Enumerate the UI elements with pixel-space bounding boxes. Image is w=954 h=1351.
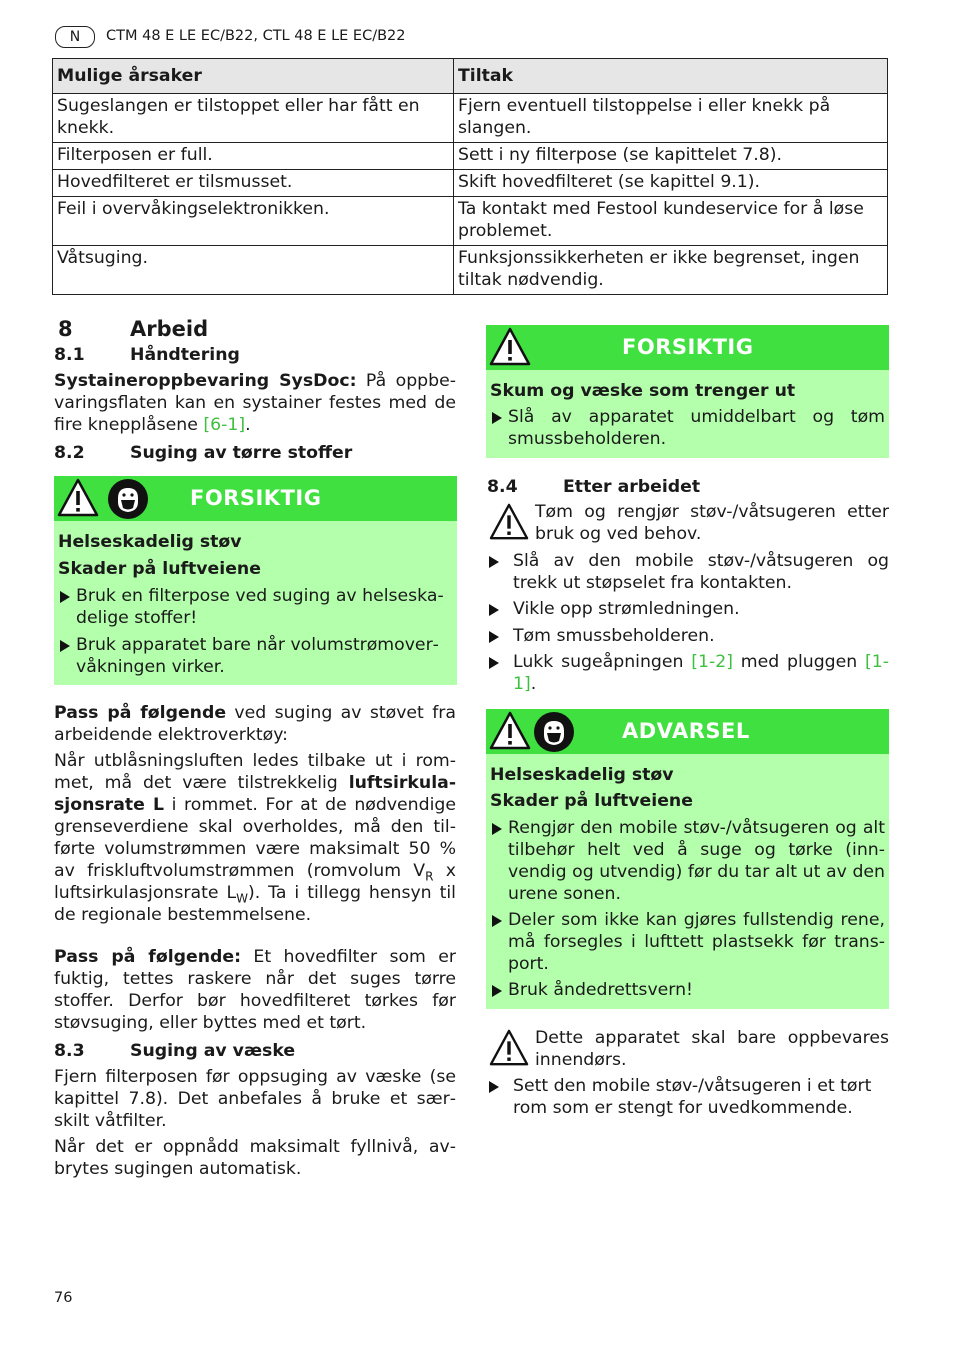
subsection-title: Suging av væske bbox=[130, 1041, 296, 1061]
list-item-text: Lukk sugeåpningen bbox=[513, 652, 692, 672]
air-paragraph bbox=[54, 750, 456, 926]
bullet-arrow-icon bbox=[489, 657, 499, 669]
pass-lead: Pass på følgende: bbox=[54, 947, 242, 967]
air-text: ). Ta i tillegg hensyn til de regionale bestemmelsene. bbox=[54, 883, 456, 925]
table-cell: Våtsuging. bbox=[53, 246, 454, 295]
subsection-title: Etter arbeidet bbox=[563, 477, 701, 497]
note-text: Dette apparatet skal bare oppbevares innendørs. bbox=[535, 1028, 889, 1070]
bullet-arrow-icon bbox=[489, 604, 499, 616]
list-item bbox=[487, 651, 889, 695]
section-title: Arbeid bbox=[130, 317, 209, 341]
bullet-arrow-icon bbox=[489, 556, 499, 568]
list-item bbox=[487, 550, 889, 594]
subsection-number: 8.3 bbox=[54, 1041, 85, 1061]
subsection-number: 8.4 bbox=[487, 477, 518, 497]
pass-paragraph bbox=[54, 702, 456, 746]
hazard-heading: Helseskadelig støv bbox=[490, 765, 674, 785]
table-cell: Feil i overvåkingselektronikken. bbox=[53, 197, 454, 246]
page-number: 76 bbox=[54, 1290, 73, 1306]
list-item bbox=[487, 598, 889, 620]
subsection-title: Håndtering bbox=[130, 345, 240, 365]
list-item-text: Sett den mobile støv-/våtsugeren i et tørt rom som er stengt for uvedkommende. bbox=[513, 1076, 872, 1118]
caution-bar bbox=[54, 476, 457, 521]
sysdoc-end: . bbox=[245, 415, 251, 435]
model-title: CTM 48 E LE EC/B22, CTL 48 E LE EC/B22 bbox=[106, 28, 406, 44]
warning-triangle-icon bbox=[489, 327, 531, 367]
bullet-arrow-icon bbox=[492, 985, 502, 997]
list-item bbox=[487, 625, 889, 647]
list-item-text: Bruk apparatet bare når volumstrømovervåkningen virker. bbox=[76, 635, 439, 677]
table-row bbox=[53, 143, 888, 170]
table-row bbox=[53, 170, 888, 197]
pass-paragraph-2 bbox=[54, 946, 456, 1034]
warning-triangle-icon bbox=[489, 503, 529, 541]
bullet-arrow-icon bbox=[492, 823, 502, 835]
storage-block bbox=[487, 1027, 889, 1119]
cleaning-note bbox=[487, 501, 889, 545]
table-row bbox=[53, 94, 888, 143]
subsection-number: 8.1 bbox=[54, 345, 85, 365]
hazard-subheading: Skader på luftveiene bbox=[58, 559, 261, 579]
liquid-paragraph-2: Når det er oppnådd maksimalt fyllnivå, avbrytes sugingen automatisk. bbox=[54, 1137, 456, 1179]
air-subscript: R bbox=[425, 869, 434, 884]
table-row bbox=[53, 246, 888, 295]
troubleshooting-table bbox=[52, 58, 888, 295]
air-subscript: W bbox=[236, 891, 248, 906]
caution-box-foam bbox=[486, 325, 889, 458]
figure-ref: [6-1] bbox=[203, 415, 246, 435]
figure-ref: [1-2] bbox=[691, 652, 733, 672]
air-text: Når utblåsningsluften ledes tilbake ut i rommet, må det være tilstrekkelig bbox=[54, 751, 456, 793]
caution-bar bbox=[486, 325, 889, 370]
hazard-heading: Helseskadelig støv bbox=[58, 532, 242, 552]
list-item-text: Tøm smussbeholderen. bbox=[513, 626, 715, 646]
table-header-row bbox=[53, 59, 888, 94]
language-badge: N bbox=[55, 26, 95, 48]
caution-label: FORSIKTIG bbox=[190, 486, 322, 510]
warning-label: ADVARSEL bbox=[622, 719, 750, 743]
table-cell: Sett i ny filterpose (se kapittelet 7.8). bbox=[454, 143, 888, 170]
list-item-text: Bruk en filterpose ved suging av helseskadelige stoffer! bbox=[76, 586, 444, 628]
air-text: i rommet. For at de nødvendige grenseverdiene skal overholdes, må den tilførte volumstrømmen være maksimalt 50 % av friskluftvolumstrømmen (romvolum V bbox=[54, 795, 456, 881]
table-header-cause: Mulige årsaker bbox=[53, 59, 454, 94]
bullet-arrow-icon bbox=[489, 1081, 499, 1093]
warning-box-dust bbox=[486, 709, 889, 1009]
table-row bbox=[53, 197, 888, 246]
bullet-arrow-icon bbox=[492, 915, 502, 927]
list-item-text: Rengjør den mobile støv-/våtsugeren og alt tilbehør helt ved å suge og tørke (innvendig og utvendig) før du tar alt ut av den urene sonen. bbox=[508, 818, 885, 904]
bullet-arrow-icon bbox=[492, 412, 502, 424]
bullet-arrow-icon bbox=[60, 591, 70, 603]
list-item-text: Vikle opp strømledningen. bbox=[513, 599, 740, 619]
figure-ref: [1-1] bbox=[513, 652, 889, 694]
table-cell: Funksjonssikkerheten er ikke begrenset, ingen tiltak nødvendig. bbox=[454, 246, 888, 295]
warning-triangle-icon bbox=[489, 711, 531, 751]
table-header-action: Tiltak bbox=[454, 59, 888, 94]
sysdoc-paragraph bbox=[54, 370, 456, 436]
table-cell: Skift hovedfilteret (se kapittel 9.1). bbox=[454, 170, 888, 197]
caution-box-dust bbox=[54, 476, 457, 685]
list-item-text: Slå av apparatet umiddelbart og tøm smussbeholderen. bbox=[508, 407, 885, 449]
note-text: Tøm og rengjør støv-/våtsugeren etter bruk og ved behov. bbox=[535, 502, 889, 544]
pass-lead: Pass på følgende bbox=[54, 703, 227, 723]
table-cell: Ta kontakt med Festool kundeservice for å løse problemet. bbox=[454, 197, 888, 246]
respirator-mask-icon bbox=[533, 711, 575, 753]
table-cell: Fjern eventuell tilstoppelse i eller knekk på slangen. bbox=[454, 94, 888, 143]
list-item-text: Deler som ikke kan gjøres fullstendig rene, må forsegles i lufttett plastsekk før transport. bbox=[508, 910, 885, 974]
list-item bbox=[490, 817, 885, 905]
list-item-text: med pluggen bbox=[732, 652, 866, 672]
pass-text: Et hovedfilter som er fuktig, tettes raskere når det suges tørre stoffer. Derfor bør hovedfilteret tørkes før støvsuging, eller byttes med et tørt. bbox=[54, 947, 456, 1033]
respirator-mask-icon bbox=[107, 478, 149, 520]
list-item-text: Bruk åndedrettsvern! bbox=[508, 980, 693, 1000]
list-item bbox=[490, 979, 885, 1001]
sysdoc-text: På oppbevaringsflaten kan en systainer festes med de fire knepplåsene bbox=[54, 371, 456, 435]
sysdoc-lead: Systaineroppbevaring SysDoc: bbox=[54, 371, 357, 391]
table-cell: Sugeslangen er tilstoppet eller har fått en knekk. bbox=[53, 94, 454, 143]
list-item bbox=[58, 585, 453, 629]
air-bold: luftsirkulasjonsrate L bbox=[54, 773, 456, 815]
bullet-arrow-icon bbox=[489, 631, 499, 643]
liquid-paragraph: Fjern filterposen før oppsuging av væske (se kapittel 7.8). Det anbefales å bruke et særskilt våtfilter. bbox=[54, 1067, 456, 1131]
hazard-heading: Skum og væske som trenger ut bbox=[490, 381, 796, 401]
table-cell: Hovedfilteret er tilsmusset. bbox=[53, 170, 454, 197]
left-text-block bbox=[54, 702, 456, 1180]
list-item bbox=[487, 1075, 889, 1119]
bullet-arrow-icon bbox=[60, 640, 70, 652]
table-cell: Filterposen er full. bbox=[53, 143, 454, 170]
list-item bbox=[490, 909, 885, 975]
warning-triangle-icon bbox=[57, 478, 99, 518]
hazard-subheading: Skader på luftveiene bbox=[490, 791, 693, 811]
subsection-number: 8.2 bbox=[54, 443, 85, 463]
air-text: x luftsirkulasjonsrate L bbox=[54, 861, 456, 903]
list-item-text: . bbox=[530, 674, 537, 694]
section-8-4 bbox=[487, 476, 889, 695]
storage-note bbox=[487, 1027, 889, 1071]
pass-text: ved suging av støvet fra arbeidende elektroverktøy: bbox=[54, 703, 456, 745]
warning-bar bbox=[486, 709, 889, 754]
subsection-title: Suging av tørre stoffer bbox=[130, 443, 353, 463]
section-8-heading bbox=[54, 316, 456, 342]
list-item-text: Slå av den mobile støv-/våtsugeren og trekk ut støpselet fra kontakten. bbox=[513, 551, 889, 593]
list-item bbox=[58, 634, 453, 678]
section-8-1 bbox=[54, 344, 456, 464]
warning-triangle-icon bbox=[489, 1029, 529, 1067]
caution-label: FORSIKTIG bbox=[622, 335, 754, 359]
list-item bbox=[490, 406, 885, 450]
section-number: 8 bbox=[58, 317, 73, 341]
